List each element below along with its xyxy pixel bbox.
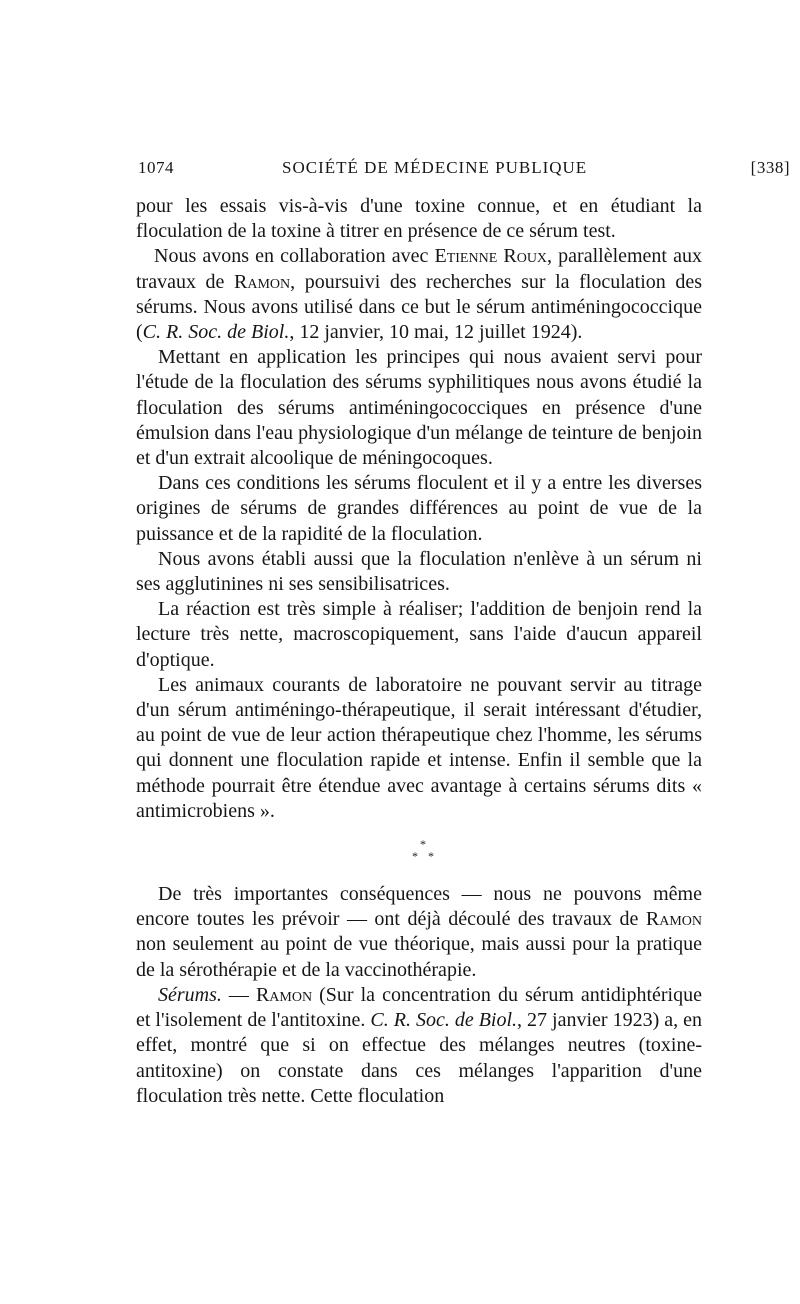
paragraph-continued: pour les essais vis-à-vis d'une toxine connue, et en étudiant la floculation de la toxine à titrer en présence de ce sérum test. (136, 195, 702, 243)
page-header (138, 158, 798, 184)
paragraph: Nous avons établi aussi que la floculation n'enlève à un sérum ni ses agglutinines ni ses sensibilisatrices. (136, 547, 702, 596)
quote-text-d: , 12 janvier, 10 mai, 12 juillet 1924). (289, 321, 583, 344)
paragraph-text-c: , 27 janvier 1923) a, en effet, montré que si on effectue des mélanges neutres (toxine-antitoxine) on constate dans ces mélanges l'apparition d'une floculation très nette. Cette floculation (136, 1009, 703, 1107)
running-title: SOCIÉTÉ DE MÉDECINE PUBLIQUE (282, 158, 588, 177)
quoted-note (136, 244, 702, 345)
paragraph (136, 983, 702, 1109)
body-text (136, 194, 702, 1109)
page-number: 1074 (138, 158, 174, 177)
paragraph: Les animaux courants de laboratoire ne pouvant servir au titrage d'un sérum antiméningo-thérapeutique, il serait intéressant d'étudier, au point de vue de leur action thérapeutique chez l'homme, les sérums qui donnent une floculation rapide et intense. Enfin il semble que la méthode pourrait être étendue avec avantage à certains sérums dits « antimicrobiens ». (136, 673, 702, 822)
citation: C. R. Soc. de Biol. (142, 321, 290, 344)
author-name: Ramon (234, 270, 291, 293)
paragraph: Mettant en application les principes qui nous avaient servi pour l'étude de la floculation des sérums syphilitiques nous avons étudié la floculation des sérums antiméningococciques en présence d'une émulsion dans l'eau physiologique d'un mélange de teinture de benjoin et d'un extrait alcoolique de méningocoques. (136, 346, 702, 470)
author-name: Etienne Roux (434, 245, 548, 268)
asterism-star: * (412, 849, 418, 864)
quote-text-b: , parallèlement aux travaux de (136, 245, 702, 293)
author-name: Ramon (255, 983, 313, 1006)
asterism-star: * (428, 849, 434, 864)
quote-text-a: Nous avons en collaboration avec (154, 245, 435, 268)
paragraph-text-a: De très importantes conséquences — nous ne pouvons même encore toutes les prévoir — ont déjà découlé des travaux de (136, 883, 702, 931)
paragraph: Dans ces conditions les sérums floculent et il y a entre les diverses origines de sérums de grandes différences au point de vue de la puissance et de la rapidité de la floculation. (136, 472, 702, 545)
author-name: Ramon (645, 908, 702, 931)
citation: C. R. Soc. de Biol. (370, 1009, 518, 1032)
asterism-separator (136, 834, 702, 874)
asterism-star: * (420, 837, 426, 852)
paragraph: La réaction est très simple à réaliser; l'addition de benjoin rend la lecture très nette, macroscopiquement, sans l'aide d'aucun appareil d'optique. (136, 598, 702, 671)
section-lead: Sérums. (158, 983, 222, 1006)
paragraph-text-b: non seulement au point de vue théorique, mais aussi pour la pratique de la sérothérapie et de la vaccinothérapie. (136, 933, 702, 981)
page-reference: [338] (750, 158, 790, 177)
quote-text-c: , poursuivi des recherches sur la floculation des sérums. Nous avons utilisé dans ce but le sérum antiméningococcique ( (136, 270, 702, 344)
paragraph-text-a: — (221, 983, 256, 1006)
paragraph-text-b: (Sur la concentration du sérum antidiphtérique et l'isolement de l'antitoxine. (136, 983, 702, 1032)
paragraph (136, 882, 702, 983)
